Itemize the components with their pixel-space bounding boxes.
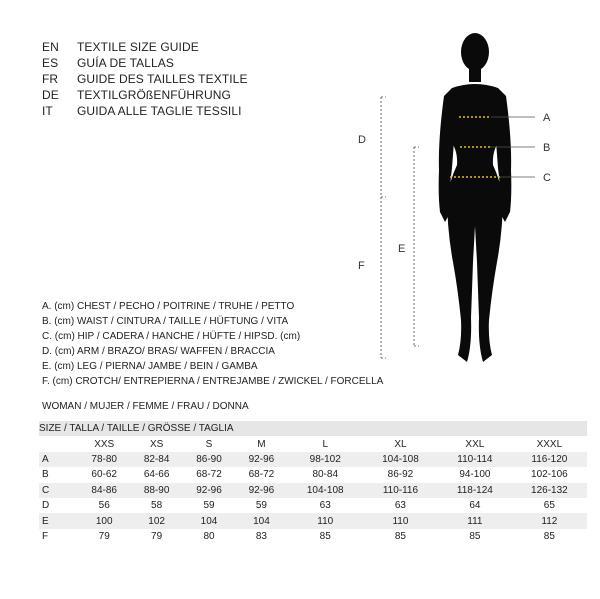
table-cell: 83 <box>255 530 267 542</box>
table-cell: 104-108 <box>363 452 438 467</box>
table-row-c <box>39 483 587 498</box>
table-row-e <box>39 513 587 528</box>
label-b: B <box>543 142 551 154</box>
table-cell: 110-116 <box>363 483 438 498</box>
size-table-header: SIZE / TALLA / TAILLE / GRÖSSE / TAGLIA <box>39 421 587 436</box>
language-title: GUIDA ALLE TAGLIE TESSILI <box>77 104 242 118</box>
table-cell: 85 <box>469 530 481 542</box>
row-label: E <box>39 513 78 528</box>
table-cell: 86-90 <box>183 452 235 467</box>
table-cell: 80 <box>203 530 215 542</box>
table-cell: 64 <box>469 500 481 512</box>
size-label: XS <box>149 438 164 450</box>
table-cell: 104-108 <box>288 483 363 498</box>
table-cell: 84-86 <box>78 483 130 498</box>
table-cell: 56 <box>98 500 110 512</box>
table-cell: 111 <box>438 513 512 528</box>
size-row <box>39 436 587 451</box>
table-cell: 63 <box>319 500 331 512</box>
table-cell: 86-92 <box>387 469 414 481</box>
table-cell: 94-100 <box>459 469 491 481</box>
size-label: XL <box>394 438 407 450</box>
table-cell: 82-84 <box>130 452 182 467</box>
table-cell: 85 <box>543 530 555 542</box>
size-row-blank <box>39 436 78 451</box>
table-cell: 63 <box>394 500 406 512</box>
language-title: TEXTILGRÖßENFÜHRUNG <box>77 88 231 102</box>
label-c: C <box>543 172 551 184</box>
table-row-f <box>39 529 587 544</box>
table-cell: 104 <box>183 513 235 528</box>
dimension-brackets <box>381 97 419 358</box>
table-cell: 110-114 <box>438 452 512 467</box>
label-a: A <box>543 112 551 124</box>
label-d: D <box>358 134 366 146</box>
language-code: DE <box>42 88 59 102</box>
section-title: WOMAN / MUJER / FEMME / FRAU / DONNA <box>42 401 249 412</box>
language-title: GUÍA DE TALLAS <box>77 56 174 70</box>
table-cell: 116-120 <box>512 452 587 467</box>
row-label: D <box>42 500 50 512</box>
table-cell: 88-90 <box>130 483 182 498</box>
table-row-b <box>39 467 587 482</box>
label-e: E <box>398 243 406 255</box>
table-cell: 102-106 <box>531 469 568 481</box>
table-row-d <box>39 498 587 513</box>
measurement-d: D. (cm) ARM / BRAZO/ BRAS/ WAFFEN / BRACCIA <box>42 346 275 357</box>
language-title: TEXTILE SIZE GUIDE <box>77 40 199 54</box>
table-cell: 92-96 <box>235 483 287 498</box>
table-cell: 112 <box>512 513 587 528</box>
table-cell: 79 <box>151 530 163 542</box>
measurement-legend <box>42 299 383 389</box>
language-code: EN <box>42 40 59 54</box>
measurement-e: E. (cm) LEG / PIERNA/ JAMBE / BEIN / GAMBA <box>42 361 258 372</box>
table-row-a <box>39 452 587 467</box>
language-code: ES <box>42 56 59 70</box>
row-label: A <box>39 452 78 467</box>
size-label: S <box>205 438 213 450</box>
size-label: XXS <box>94 438 115 450</box>
table-cell: 104 <box>235 513 287 528</box>
size-table-header-row <box>39 421 587 436</box>
table-cell: 60-62 <box>91 469 117 481</box>
size-label: M <box>257 438 266 450</box>
table-cell: 79 <box>98 530 110 542</box>
size-label: XXXL <box>536 438 563 450</box>
table-cell: 80-84 <box>312 469 339 481</box>
table-cell: 118-124 <box>438 483 512 498</box>
table-cell: 126-132 <box>512 483 587 498</box>
table-cell: 68-72 <box>248 469 275 481</box>
size-label: L <box>322 438 328 450</box>
row-label: F <box>42 530 49 542</box>
table-cell: 78-80 <box>78 452 130 467</box>
table-cell: 92-96 <box>183 483 235 498</box>
woman-silhouette <box>439 33 512 362</box>
measurement-f: F. (cm) CROTCH/ ENTREPIERNA / ENTREJAMBE / ZWICKEL / FORCELLA <box>42 376 384 387</box>
table-cell: 98-102 <box>288 452 363 467</box>
language-code: IT <box>42 104 53 118</box>
table-cell: 58 <box>151 500 163 512</box>
table-cell: 64-66 <box>143 469 170 481</box>
measurement-c: C. (cm) HIP / CADERA / HANCHE / HÜFTE / HIPSD. (cm) <box>42 331 301 342</box>
size-table <box>39 421 587 544</box>
table-cell: 65 <box>543 500 555 512</box>
measurement-b: B. (cm) WAIST / CINTURA / TAILLE / HÜFTUNG / VITA <box>42 316 289 327</box>
table-cell: 85 <box>319 530 331 542</box>
table-cell: 85 <box>394 530 406 542</box>
table-cell: 59 <box>203 500 215 512</box>
table-cell: 110 <box>363 513 438 528</box>
table-cell: 110 <box>288 513 363 528</box>
table-cell: 100 <box>78 513 130 528</box>
table-cell: 59 <box>255 500 267 512</box>
table-cell: 68-72 <box>196 469 222 481</box>
row-label: B <box>42 469 49 481</box>
table-cell: 92-96 <box>235 452 287 467</box>
label-f: F <box>358 260 365 272</box>
language-title: GUIDE DES TAILLES TEXTILE <box>77 72 248 86</box>
table-cell: 102 <box>130 513 182 528</box>
size-label: XXL <box>465 438 485 450</box>
language-code: FR <box>42 72 59 86</box>
row-label: C <box>39 483 78 498</box>
measurement-a: A. (cm) CHEST / PECHO / POITRINE / TRUHE / PETTO <box>42 301 295 312</box>
